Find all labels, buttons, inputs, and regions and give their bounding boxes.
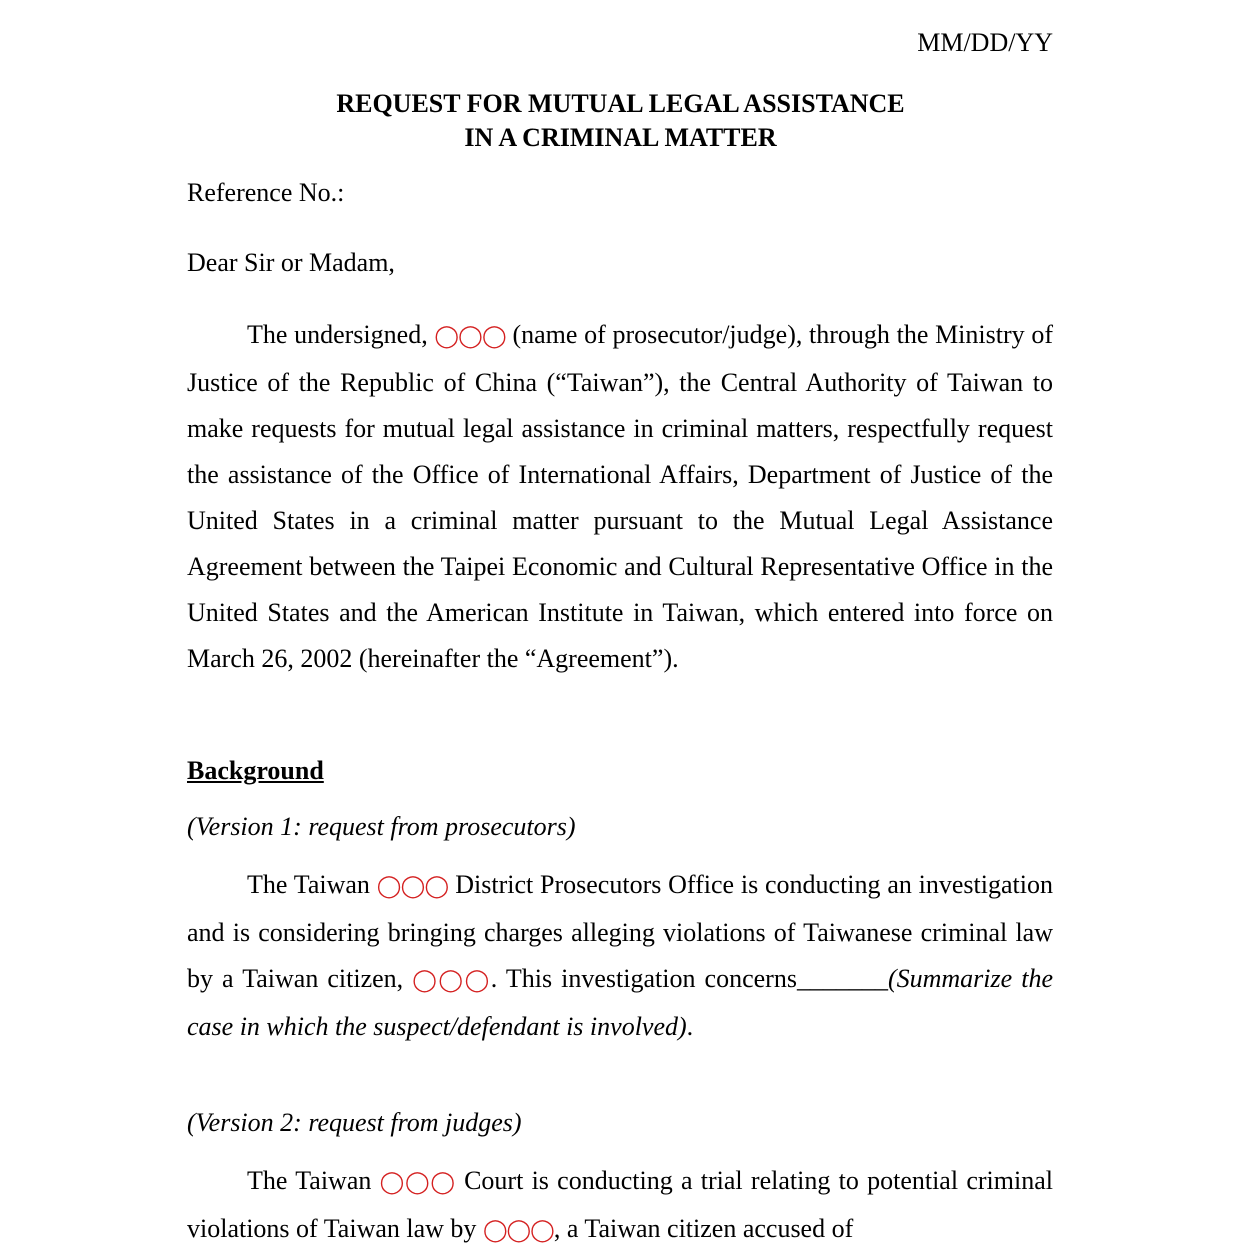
v2-text-a: The Taiwan [247, 1166, 380, 1195]
version2-label: (Version 2: request from judges) [187, 1108, 522, 1137]
date-field: MM/DD/YY [917, 28, 1053, 57]
reference-number: Reference No.: [187, 178, 345, 207]
name-placeholder: ◯◯◯ [434, 324, 506, 349]
version1-paragraph [187, 862, 1053, 1050]
intro-text-b: (name of prosecutor/judge), through the Ministry of Justice of the Republic of China (“Taiwan”), the Central Authority of Taiwan to make requests for mutual legal assistance in criminal matters, respectfully request the assistance of the Office of International Affairs, Department of Justice of the United States in a criminal matter pursuant to the Mutual Legal Assistance Agreement between the Taipei Economic and Cultural Representative Office in the United States and the American Institute in Taiwan, which entered into force on March 26, 2002 (hereinafter the “Agreement”). [187, 320, 1053, 673]
v1-text-b: District Prosecutors Office is conducting an investigation and is considering bringing charges alleging violations of Taiwanese criminal law by a Taiwan citizen, [187, 870, 1053, 993]
version2-paragraph [187, 1158, 1053, 1254]
v1-summary-instruction: (Summarize the case in which the suspect/defendant is involved) [187, 964, 1053, 1041]
version1-label: (Version 1: request from prosecutors) [187, 812, 576, 841]
v1-text-c: . This investigation concerns_______ [490, 964, 888, 993]
citizen-placeholder: ◯◯◯ [412, 968, 491, 993]
document-title [0, 87, 1241, 155]
office-placeholder: ◯◯◯ [376, 874, 449, 899]
intro-text-a: The undersigned, [247, 320, 435, 349]
court-placeholder: ◯◯◯ [379, 1170, 456, 1195]
v2-text-b: Court is conducting a trial relating to potential criminal violations of Taiwan law by [187, 1166, 1053, 1243]
v1-text-e: . [686, 1012, 694, 1041]
background-heading: Background [187, 756, 324, 785]
intro-paragraph [187, 312, 1053, 682]
salutation: Dear Sir or Madam, [187, 248, 395, 277]
title-line-2: IN A CRIMINAL MATTER [464, 123, 777, 152]
v1-text-a: The Taiwan [247, 870, 377, 899]
v2-text-c: , a Taiwan citizen accused of [553, 1214, 854, 1243]
title-line-1: REQUEST FOR MUTUAL LEGAL ASSISTANCE [336, 89, 905, 118]
accused-placeholder: ◯◯◯ [482, 1218, 554, 1243]
